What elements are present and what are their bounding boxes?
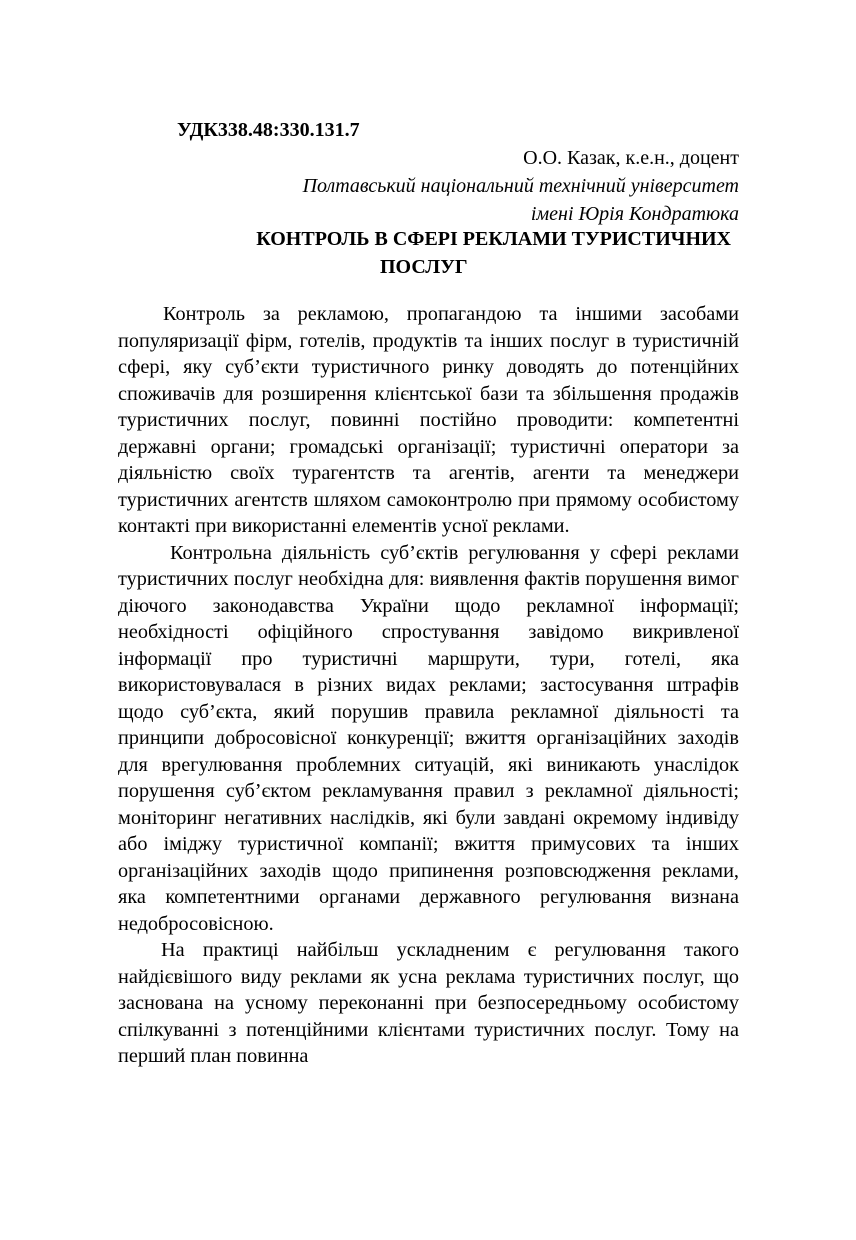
udc-code: УДК338.48:330.131.7 (177, 119, 360, 141)
title-line-1: КОНТРОЛЬ В СФЕРІ РЕКЛАМИ ТУРИСТИЧНИХ (256, 228, 731, 250)
paragraph-1: Контроль за рекламою, пропагандою та іншими засобами популяризації фірм, готелів, продуктів та інших послуг в туристичній сфері, яку суб’єкти туристичного ринку доводять до потенційних споживачів для розширення клієнтської бази та збільшення продажів туристичних послуг, повинні постійно проводити: компетентні державні органи; громадські організації; туристичні оператори за діяльністю своїх турагентств та агентів, агенти та менеджери туристичних агентств шляхом самоконтролю при прямому особистому контакті при використанні елементів усної реклами. (118, 303, 739, 537)
affiliation-line-2: імені Юрія Кондратюка (530, 203, 739, 225)
author-line: О.О. Казак, к.е.н., доцент (523, 147, 739, 169)
affiliation-line-1: Полтавський національний технічний університет (302, 175, 739, 197)
affiliation (303, 172, 739, 228)
body-text (118, 301, 739, 1070)
paragraph-3: На практиці найбільш ускладненим є регулювання такого найдієвішого виду реклами як усна реклама туристичних послуг, що заснована на усному переконанні при безпосередньому особистому спілкуванні з потенційними клієнтами туристичних послуг. Тому на перший план повинна (118, 939, 739, 1067)
paragraph-2: Контрольна діяльність суб’єктів регулювання у сфері реклами туристичних послуг необхідна для: виявлення фактів порушення вимог діючого законодавства України щодо рекламної інформації; необхідності офіційного спростування завідомо викривленої інформації про туристичні маршрути, тури, готелі, яка використовувалася в різних видах реклами; застосування штрафів щодо суб’єкта, який порушив правила рекламної діяльності та принципи добросовісної конкуренції; вжиття організаційних заходів для врегулювання проблемних ситуацій, які виникають унаслідок порушення суб’єктом рекламування правил з рекламної діяльності; моніторинг негативних наслідків, які були завдані окремому індивіду або іміджу туристичної компанії; вжиття примусових та інших організаційних заходів щодо припинення розповсюдження реклами, яка компетентними органами державного регулювання визнана недобросовісною. (118, 541, 739, 935)
title-line-2: ПОСЛУГ (380, 256, 468, 278)
paper-title (118, 225, 739, 281)
